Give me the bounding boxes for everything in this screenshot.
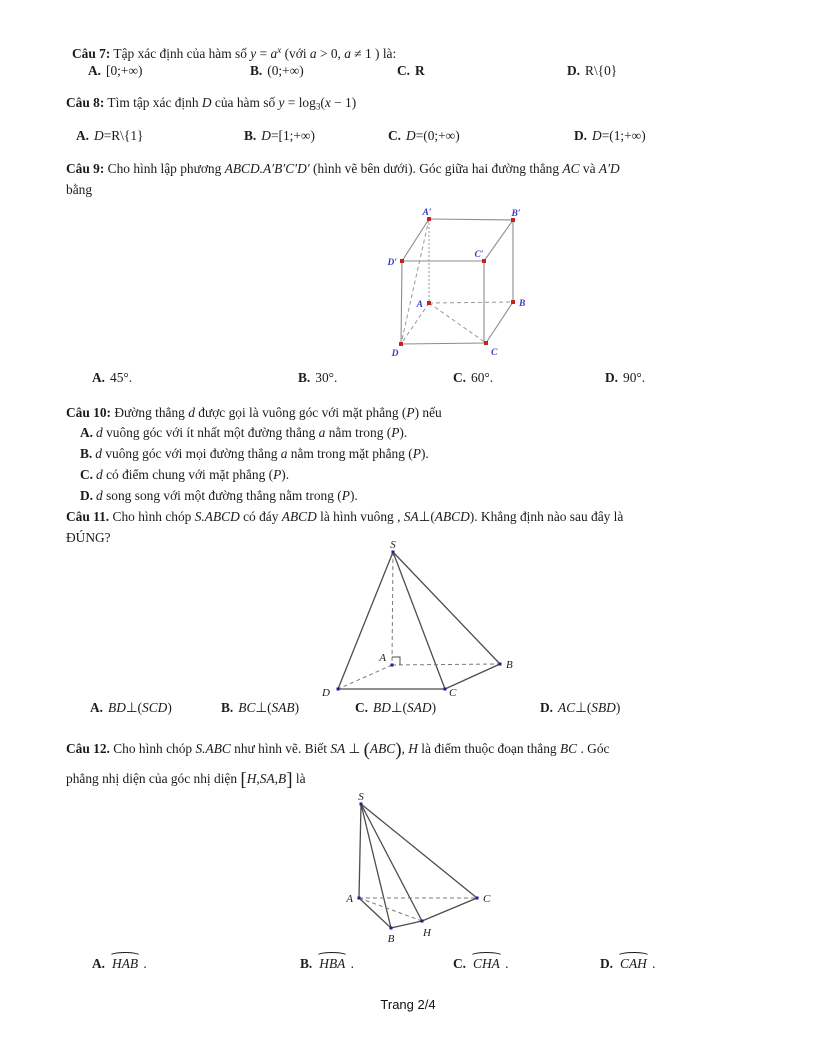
option-label: D. [605, 370, 619, 385]
option-label: D. [80, 488, 94, 503]
option-label: C. [453, 370, 467, 385]
pyramid-sabc-figure [328, 791, 518, 949]
pyramid2-label-a: A [346, 893, 353, 905]
pyramid2-hidden-edges [359, 898, 477, 921]
option-label: C. [453, 956, 467, 971]
q8-stem: Câu 8: Tìm tập xác định D của hàm số $y = \log_3(x - 1)$ [66, 95, 357, 112]
option-label: C. [397, 63, 411, 78]
option-label: C. [80, 467, 94, 482]
q11-option-b [221, 700, 299, 716]
option-label: A. [92, 956, 106, 971]
option-label: B. [300, 956, 313, 971]
pyramid1-label-s: S [390, 539, 396, 551]
pyramid1-solid-edges [338, 552, 500, 689]
pyramid1-vertex-labels [321, 539, 513, 697]
option-label: A. [90, 700, 104, 715]
cube-figure [385, 204, 545, 361]
pyramid2-label-h: H [423, 927, 431, 939]
q9-option-d [605, 370, 645, 386]
cube-label-a: A [416, 300, 423, 310]
pyramid1-label-a: A [379, 652, 386, 664]
option-label: B. [221, 700, 234, 715]
option-label: D. [540, 700, 554, 715]
option-text: R [415, 63, 425, 78]
cube-label-d-prime: D′ [387, 258, 397, 268]
option-text: R\{0} [585, 63, 618, 78]
q9-option-c [453, 370, 493, 386]
cube-vertex-labels [386, 208, 525, 359]
cube-label-d: D [391, 349, 399, 359]
option-text: HBA . [319, 956, 355, 971]
option-text: d song song với một đường thẳng nằm trong (P). [96, 488, 358, 503]
q7-option-b [250, 63, 304, 79]
option-text: CHA . [473, 956, 509, 971]
option-label: D. [600, 956, 614, 971]
q11-option-a [90, 700, 172, 716]
cube-hidden-edges [401, 219, 513, 344]
q8-option-d [574, 128, 646, 144]
pyramid1-label-c: C [449, 687, 457, 697]
option-text: BD⊥(SAD) [373, 700, 437, 715]
q11-stem: Câu 11. Cho hình chóp S.ABCD có đáy ABCD là hình vuông , SA⊥(ABCD). Khẳng định nào sau đây là ĐÚNG? [66, 509, 624, 545]
option-label: A. [92, 370, 106, 385]
q8-option-c [388, 128, 460, 144]
q11-options [0, 700, 816, 720]
q9-option-b [298, 370, 337, 386]
page-number: Trang 2/4 [380, 997, 436, 1012]
q8-option-a [76, 128, 143, 144]
option-text: D=R\{1} [94, 128, 144, 143]
cube-label-b-prime: B′ [511, 209, 521, 219]
q10-stem: Câu 10: Đường thẳng d được gọi là vuông góc với mặt phẳng (P) nếu [66, 405, 442, 420]
cube-label-b: B [519, 299, 526, 309]
option-label: B. [250, 63, 263, 78]
q9-stem: Câu 9: Cho hình lập phương ABCD.A′B′C′D′ (hình vẽ bên dưới). Góc giữa hai đường thẳng AC và A′D bằng [66, 161, 620, 197]
q11-option-c [355, 700, 436, 716]
option-text: d vuông góc với ít nhất một đường thẳng a nằm trong (P). [96, 425, 408, 440]
pyramid1-label-b: B [506, 659, 513, 671]
pyramid2-label-b: B [387, 933, 395, 945]
option-label: C. [388, 128, 402, 143]
pyramid2-solid-edges [359, 804, 477, 928]
q10-option-c [80, 464, 760, 485]
option-label: C. [355, 700, 369, 715]
option-text: (0;+∞) [267, 63, 304, 78]
q12-option-b [300, 956, 354, 972]
cube-solid-edges [401, 219, 513, 344]
q7-option-d [567, 63, 617, 79]
option-text: 30°. [315, 370, 338, 385]
option-text: d có điểm chung với mặt phẳng (P). [96, 467, 290, 482]
option-text: D=[1;+∞) [261, 128, 315, 143]
option-label: D. [574, 128, 588, 143]
option-text: CAH . [620, 956, 656, 971]
pyramid1-label-d: D [322, 687, 330, 697]
option-text: AC⊥(SBD) [558, 700, 621, 715]
cube-vertex-dots [399, 217, 515, 346]
pyramid-sabcd-figure [310, 539, 530, 697]
q11-option-d [540, 700, 620, 716]
q9-option-a [92, 370, 132, 386]
q8-options [0, 128, 816, 148]
option-label: A. [88, 63, 102, 78]
q12-option-d [600, 956, 656, 972]
q12-options [0, 956, 816, 976]
option-text: D=(1;+∞) [592, 128, 646, 143]
option-label: A. [76, 128, 90, 143]
option-text: d vuông góc với mọi đường thẳng a nằm trong mặt phẳng (P). [95, 446, 429, 461]
option-text: [0;+∞) [106, 63, 143, 78]
q7-options [0, 63, 816, 83]
option-text: HAB . [112, 956, 147, 971]
option-text: D=(0;+∞) [406, 128, 460, 143]
q10-options [80, 422, 760, 506]
option-label: B. [244, 128, 257, 143]
cube-label-a-prime: A′ [422, 208, 432, 218]
cube-label-c: C [491, 348, 498, 358]
q7-option-a [88, 63, 142, 79]
option-text: BD⊥(SCD) [108, 700, 172, 715]
option-text: 90°. [623, 370, 646, 385]
q10-option-b [80, 443, 760, 464]
pyramid2-label-s: S [358, 791, 364, 803]
option-label: D. [567, 63, 581, 78]
q7-option-c [397, 63, 425, 79]
q12-option-a [92, 956, 147, 972]
option-text: 60°. [471, 370, 494, 385]
cube-label-c-prime: C′ [474, 250, 484, 260]
q9-options [0, 370, 816, 390]
option-label: A. [80, 425, 94, 440]
q8-option-b [244, 128, 315, 144]
q12-stem: Câu 12. Cho hình chóp S.ABC như hình vẽ. Biết SA ⊥ (ABC), H là điểm thuộc đoạn thẳng BC . Góc phẳng nhị diện của góc nhị diện [H,SA,B] là [66, 739, 610, 791]
option-label: B. [298, 370, 311, 385]
option-label: B. [80, 446, 93, 461]
option-text: BC⊥(SAB) [238, 700, 300, 715]
q12-option-c [453, 956, 509, 972]
q10-option-d [80, 485, 760, 506]
pyramid2-label-c: C [483, 893, 491, 905]
q10-option-a [80, 422, 760, 443]
q7-stem: Câu 7: Tập xác định của hàm số $y = a^x$ (với a > 0, a ≠ 1 ) là: [72, 45, 397, 61]
option-text: 45°. [110, 370, 133, 385]
